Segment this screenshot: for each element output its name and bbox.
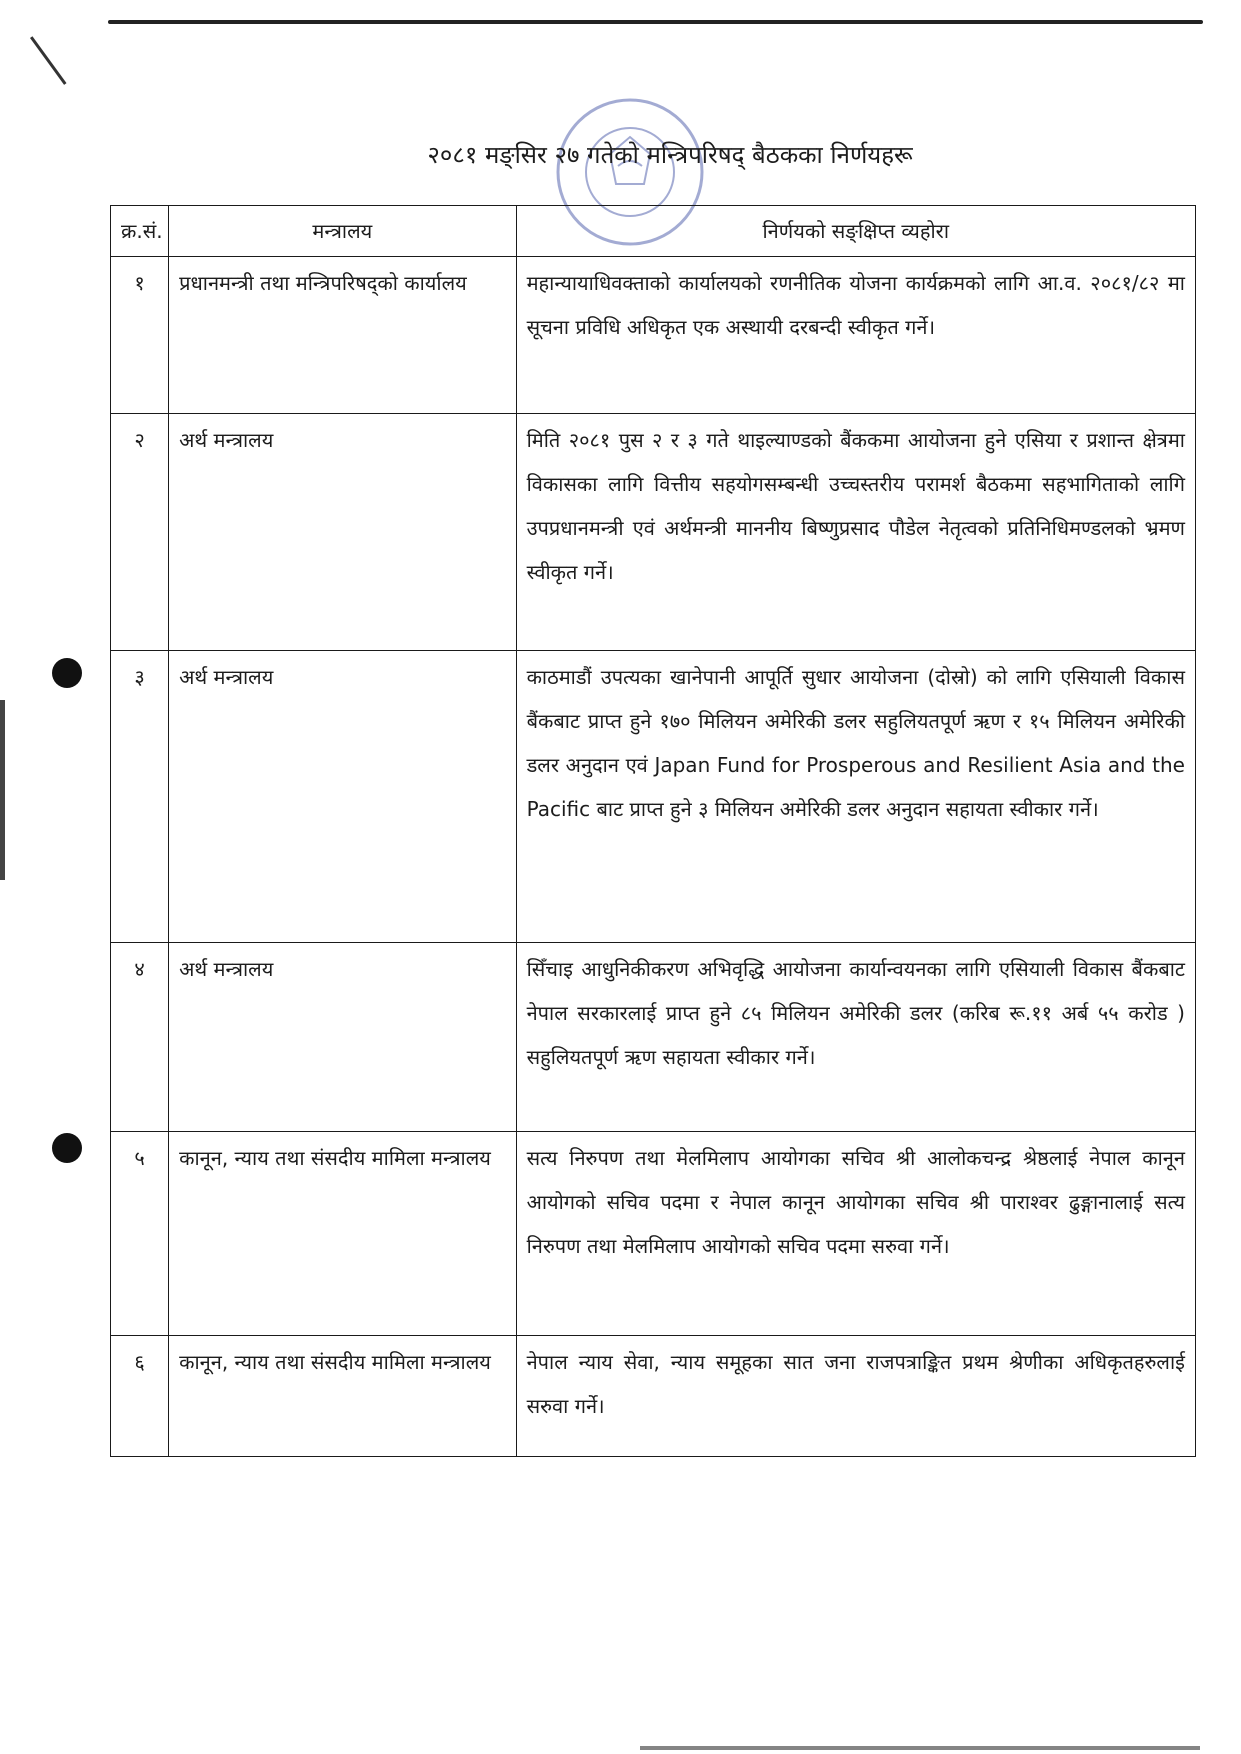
header-serial: क्र.सं. <box>111 206 169 257</box>
row-serial: ३ <box>111 651 169 943</box>
bottom-edge-line <box>640 1746 1200 1750</box>
row-serial: १ <box>111 257 169 414</box>
row-decision: मिति २०८१ पुस २ र ३ गते थाइल्याण्डको बैंककमा आयोजना हुने एसिया र प्रशान्त क्षेत्रमा विकासका लागि वित्तीय सहयोगसम्बन्धी उच्चस्तरीय परामर्श बैठकमा सहभागिताको लागि उपप्रधानमन्त्री एवं अर्थमन्त्री माननीय बिष्णुप्रसाद पौडेल नेतृत्वको प्रतिनिधिमण्डलको भ्रमण स्वीकृत गर्ने। <box>516 414 1195 651</box>
row-ministry: अर्थ मन्त्रालय <box>169 943 516 1132</box>
table-header-row <box>111 206 1196 257</box>
row-ministry: अर्थ मन्त्रालय <box>169 414 516 651</box>
row-decision: सिँचाइ आधुनिकीकरण अभिवृद्धि आयोजना कार्यान्वयनका लागि एसियाली विकास बैंकबाट नेपाल सरकारलाई प्राप्त हुने ८५ मिलियन अमेरिकी डलर (करिब रू.११ अर्ब ५५ करोड ) सहुलियतपूर्ण ऋण सहायता स्वीकार गर्ने। <box>516 943 1195 1132</box>
row-decision: महान्यायाधिवक्ताको कार्यालयको रणनीतिक योजना कार्यक्रमको लागि आ.व. २०८१/८२ मा सूचना प्रविधि अधिकृत एक अस्थायी दरबन्दी स्वीकृत गर्ने। <box>516 257 1195 414</box>
top-border-line <box>108 20 1203 24</box>
row-ministry: कानून, न्याय तथा संसदीय मामिला मन्त्रालय <box>169 1132 516 1336</box>
pen-mark <box>30 36 67 85</box>
decisions-table <box>110 205 1196 1457</box>
row-ministry: अर्थ मन्त्रालय <box>169 651 516 943</box>
punch-hole <box>52 1133 82 1163</box>
row-serial: २ <box>111 414 169 651</box>
table-row <box>111 651 1196 943</box>
scan-edge-shadow <box>0 700 5 880</box>
row-serial: ५ <box>111 1132 169 1336</box>
row-serial: ६ <box>111 1336 169 1457</box>
row-decision: काठमाडौं उपत्यका खानेपानी आपूर्ति सुधार आयोजना (दोस्रो) को लागि एसियाली विकास बैंकबाट प्राप्त हुने १७० मिलियन अमेरिकी डलर सहुलियतपूर्ण ऋण र १५ मिलियन अमेरिकी डलर अनुदान एवं Japan Fund for Prosperous and Resilient Asia and the Pacific बाट प्राप्त हुने ३ मिलियन अमेरिकी डलर अनुदान सहायता स्वीकार गर्ने। <box>516 651 1195 943</box>
header-ministry: मन्त्रालय <box>169 206 516 257</box>
punch-hole <box>52 658 82 688</box>
page-title: २०८१ मङ्सिर २७ गतेको मन्त्रिपरिषद् बैठकका निर्णयहरू <box>427 141 913 169</box>
table-row <box>111 1132 1196 1336</box>
table-row <box>111 414 1196 651</box>
row-decision: नेपाल न्याय सेवा, न्याय समूहका सात जना राजपत्राङ्कित प्रथम श्रेणीका अधिकृतहरुलाई सरुवा गर्ने। <box>516 1336 1195 1457</box>
table-row <box>111 943 1196 1132</box>
row-ministry: कानून, न्याय तथा संसदीय मामिला मन्त्रालय <box>169 1336 516 1457</box>
table-row <box>111 1336 1196 1457</box>
row-decision: सत्य निरुपण तथा मेलमिलाप आयोगका सचिव श्री आलोकचन्द्र श्रेष्ठलाई नेपाल कानून आयोगको सचिव पदमा र नेपाल कानून आयोगका सचिव श्री पाराश्वर ढुङ्गानालाई सत्य निरुपण तथा मेलमिलाप आयोगको सचिव पदमा सरुवा गर्ने। <box>516 1132 1195 1336</box>
row-serial: ४ <box>111 943 169 1132</box>
table-row <box>111 257 1196 414</box>
row-ministry: प्रधानमन्त्री तथा मन्त्रिपरिषद्को कार्यालय <box>169 257 516 414</box>
header-decision: निर्णयको सङ्क्षिप्त व्यहोरा <box>516 206 1195 257</box>
